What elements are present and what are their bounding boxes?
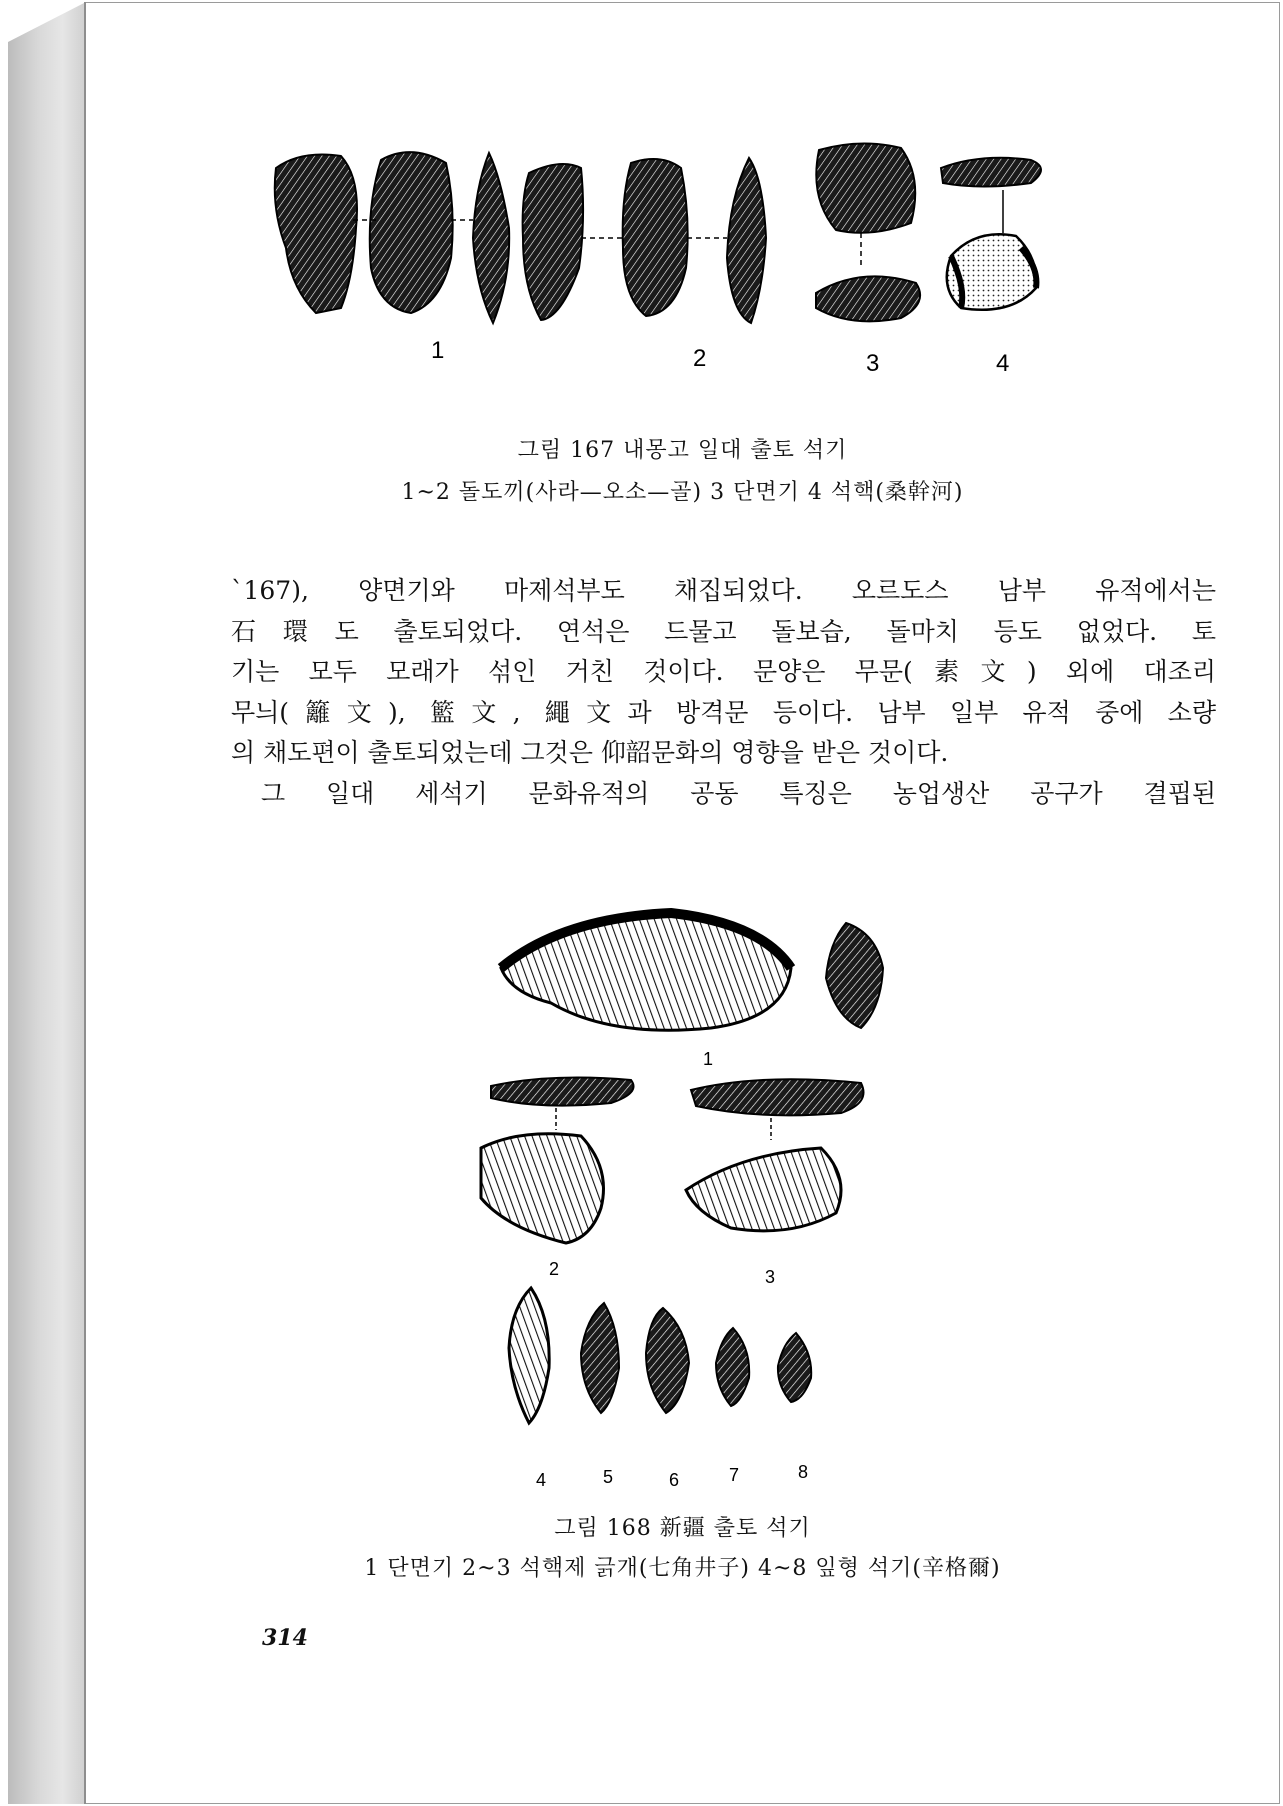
figure-168-drawing — [441, 908, 1061, 1498]
stone-tool-4a — [941, 158, 1041, 187]
figure-168-caption-description: 1 단면기 2~3 석핵제 긁개(七角井子) 4~8 잎형 석기(辛格爾) — [364, 1556, 1001, 1581]
stone-tool-1a — [275, 155, 357, 314]
stone-tool-1b — [370, 152, 453, 313]
stone-tool-1c — [473, 153, 509, 323]
book-spine — [8, 2, 86, 1804]
fig168-number-1: 1 — [703, 1049, 714, 1069]
fig168-number-5: 5 — [603, 1467, 614, 1487]
stone-tool-168-3b — [686, 1148, 841, 1231]
fig168-number-6: 6 — [669, 1470, 680, 1490]
fig167-number-4: 4 — [996, 350, 1010, 377]
figure-168-caption-title: 그림 168 新疆 출토 석기 — [554, 1516, 811, 1541]
body-line: 의 채도편이 출토되었는데 그것은 仰韶문화의 영향을 받은 것이다. — [231, 738, 949, 767]
stone-tool-2b — [727, 158, 766, 323]
stone-tool-3b — [816, 276, 920, 321]
body-paragraph-2: 그 일대 세석기 문화유적의 공동 특징은 농업생산 공구가 결핍된 — [261, 778, 1216, 808]
leaf-point-5 — [581, 1303, 619, 1413]
stone-tool-168-3a — [691, 1079, 864, 1115]
leaf-point-8 — [778, 1333, 811, 1402]
figure-167-caption-description: 1~2 돌도끼(사라—오소—골) 3 단면기 4 석핵(桑幹河) — [401, 480, 964, 505]
book-page — [86, 2, 1280, 1804]
stone-tool-2a — [623, 159, 688, 316]
figure-167-caption-title: 그림 167 내몽고 일대 출토 석기 — [517, 438, 848, 463]
leaf-point-7 — [716, 1328, 749, 1406]
leaf-point-6 — [646, 1308, 689, 1413]
stone-tool-168-1b — [826, 923, 883, 1028]
body-line: 무늬(籬文), 籃文, 繩文과 방격문 등이다. 남부 일부 유적 중에 소량 — [231, 697, 1216, 727]
fig167-number-3: 3 — [866, 350, 880, 377]
fig168-number-2: 2 — [549, 1259, 560, 1279]
fig168-number-3: 3 — [765, 1267, 776, 1287]
stone-tool-168-2b — [481, 1134, 604, 1243]
stone-tool-168-2a — [491, 1078, 634, 1106]
leaf-point-4 — [509, 1288, 549, 1423]
fig167-number-1: 1 — [431, 337, 445, 364]
stone-tool-3a — [816, 143, 915, 232]
body-line: `167), 양면기와 마제석부도 채집되었다. 오르도스 남부 유적에서는 — [231, 576, 1216, 605]
fig168-number-8: 8 — [798, 1462, 809, 1482]
body-text — [231, 571, 1216, 814]
figure-167-drawing — [261, 138, 1221, 428]
fig168-number-7: 7 — [729, 1465, 740, 1485]
fig168-number-4: 4 — [536, 1470, 547, 1490]
stone-tool-1d — [523, 164, 583, 320]
fig167-number-2: 2 — [693, 345, 707, 372]
body-line: 기는 모두 모래가 섞인 거친 것이다. 문양은 무문(素文) 외에 대조리 — [231, 657, 1216, 686]
body-line: 石環도 출토되었다. 연석은 드물고 돌보습, 돌마치 등도 없었다. 토 — [231, 616, 1216, 646]
page-number: 314 — [262, 1625, 308, 1651]
